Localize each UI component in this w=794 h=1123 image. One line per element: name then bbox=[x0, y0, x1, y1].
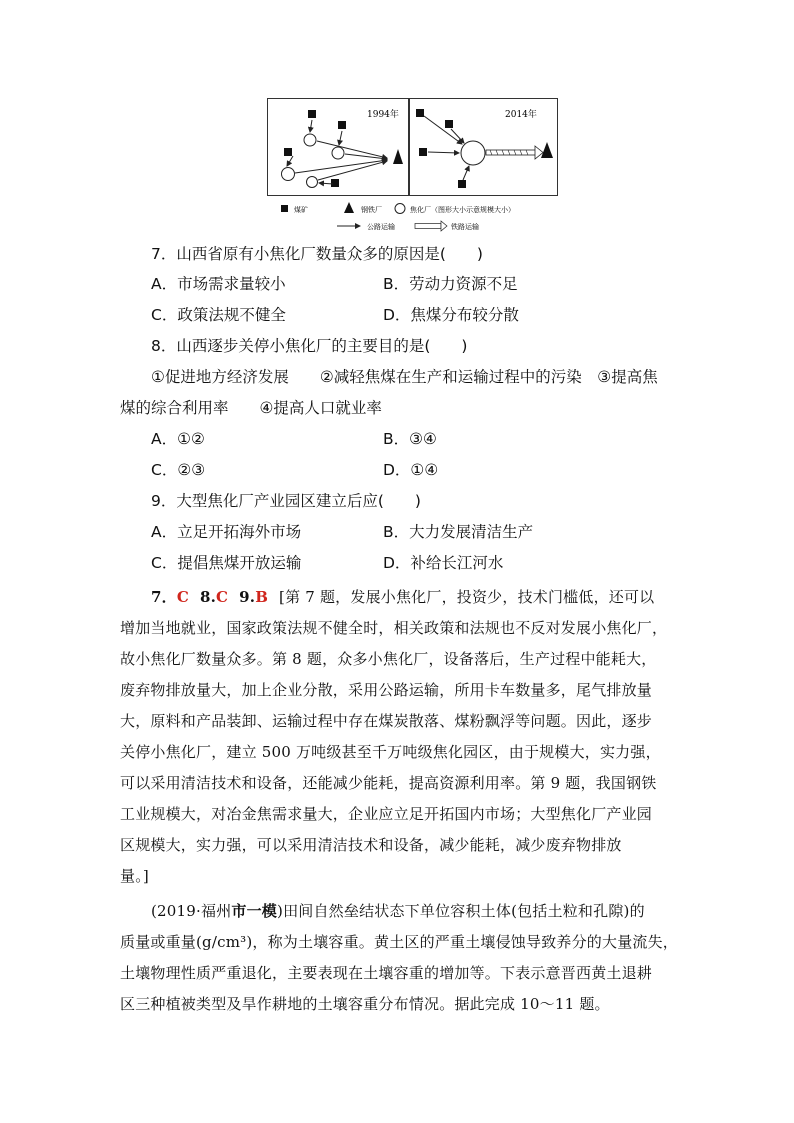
coking-industry-map-figure bbox=[267, 98, 559, 244]
answer-explanation-line: 大，原料和产品装卸、运输过程中存在煤炭散落、煤粉飘浮等问题。因此，逐步 bbox=[120, 712, 653, 730]
rail-arrow-icon bbox=[415, 224, 441, 229]
question-9-option-c: C．提倡焦煤开放运输 bbox=[151, 554, 302, 572]
passage-line: 土壤物理性质严重退化，主要表现在土壤容重的增加等。下表示意晋西黄土退耕 bbox=[120, 964, 653, 982]
rail-transport-line bbox=[486, 150, 536, 155]
panel-1994-diagram bbox=[282, 110, 404, 188]
question-9-option-d: D．补给长江河水 bbox=[383, 554, 504, 572]
question-9-stem: 9．大型焦化厂产业园区建立后应( ) bbox=[151, 492, 421, 510]
answer-8-letter: C bbox=[216, 588, 229, 606]
legend-rail-transport: 铁路运输 bbox=[451, 223, 479, 231]
answer-7-letter: C bbox=[176, 588, 189, 606]
passage-source-exam: 市一模 bbox=[231, 902, 278, 920]
answer-9-letter: B bbox=[255, 588, 269, 606]
passage-line: 区三种植被类型及旱作耕地的土壤容重分布情况。据此完成 10～11 题。 bbox=[120, 995, 610, 1013]
question-7-option-b: B．劳动力资源不足 bbox=[383, 275, 518, 293]
question-9-option-a: A．立足开拓海外市场 bbox=[151, 523, 302, 541]
panel-2014-title: 2014年 bbox=[505, 110, 537, 120]
coal-mine-icon bbox=[416, 109, 424, 117]
coal-mine-icon bbox=[458, 180, 466, 188]
figure-legend bbox=[281, 202, 515, 231]
answer-explanation-line: 废弃物排放量大，加上企业分散，采用公路运输，所用卡车数量多，尾气排放量 bbox=[120, 681, 653, 699]
coal-mine-icon bbox=[281, 205, 288, 212]
coking-plant-icon bbox=[304, 134, 316, 146]
question-8-option-d: D．①④ bbox=[383, 461, 439, 479]
answer-explanation-line: 可以采用清洁技术和设备，还能减少能耗，提高资源利用率。第 9 题，我国钢铁 bbox=[120, 774, 657, 792]
passage-line: 质量或重量(g/cm³)，称为土壤容重。黄土区的严重土壤侵蚀导致养分的大量流失， bbox=[120, 933, 679, 951]
answer-explanation-line: 关停小焦化厂，建立 500 万吨级甚至千万吨级焦化园区，由于规模大，实力强， bbox=[120, 743, 661, 761]
coal-mine-icon bbox=[445, 120, 453, 128]
coal-mine-icon bbox=[338, 121, 346, 129]
answer-explanation-line: 量。] bbox=[120, 867, 149, 885]
question-8-option-a: A．①② bbox=[151, 430, 205, 448]
answer-explanation-line: 工业规模大，对冶金焦需求量大，企业应立足开拓国内市场；大型焦化厂产业园 bbox=[120, 805, 653, 823]
legend-steel-plant: 钢铁厂 bbox=[361, 206, 382, 214]
steel-plant-icon bbox=[393, 149, 403, 164]
answer-explanation-line: 增加当地就业，国家政策法规不健全时，相关政策和法规也不反对发展小焦化厂， bbox=[120, 619, 668, 637]
answer-explanation-line: 故小焦化厂数量众多。第 8 题，众多小焦化厂，设备落后，生产过程中能耗大， bbox=[120, 650, 657, 668]
legend-coal-mine: 煤矿 bbox=[294, 206, 308, 214]
answer-7-number: 7． bbox=[151, 588, 177, 606]
passage-text: )田间自然垒结状态下单位容积土体(包括土粒和孔隙)的 bbox=[277, 902, 645, 920]
coal-mine-icon bbox=[331, 179, 339, 187]
question-8-option-c: C．②③ bbox=[151, 461, 206, 479]
coking-plant-icon bbox=[332, 147, 344, 159]
coal-mine-icon bbox=[284, 148, 292, 156]
answer-explanation-line: 区规模大，实力强，可以采用清洁技术和设备，减少能耗，减少废弃物排放 bbox=[120, 836, 622, 854]
answer-first-line bbox=[151, 587, 654, 607]
question-8-stem: 8．山西逐步关停小焦化厂的主要目的是( ) bbox=[151, 337, 468, 355]
question-8-items-line-2: 煤的综合利用率 ④提高人口就业率 bbox=[120, 399, 382, 417]
question-7-option-a: A．市场需求量较小 bbox=[151, 275, 286, 293]
answer-explanation-line: [第 7 题，发展小焦化厂，投资少，技术门槛低，还可以 bbox=[279, 588, 655, 606]
coal-mine-icon bbox=[419, 148, 427, 156]
panel-1994-title: 1994年 bbox=[367, 110, 399, 120]
panel-2014-diagram bbox=[416, 109, 553, 188]
steel-plant-icon bbox=[541, 142, 553, 158]
question-7-stem: 7．山西省原有小焦化厂数量众多的原因是( ) bbox=[151, 245, 483, 263]
coking-plant-icon bbox=[395, 204, 405, 214]
question-7-option-c: C．政策法规不健全 bbox=[151, 306, 286, 324]
coking-plant-icon bbox=[307, 177, 318, 188]
legend-coking-plant: 焦化厂（图形大小示意规模大小） bbox=[410, 206, 515, 214]
coking-plant-icon bbox=[282, 168, 295, 181]
answer-8-number: 8. bbox=[199, 588, 217, 606]
passage-source-prefix: (2019·福州 bbox=[151, 902, 232, 920]
legend-road-transport: 公路运输 bbox=[367, 223, 395, 231]
question-9-option-b: B．大力发展清洁生产 bbox=[383, 523, 534, 541]
question-7-option-d: D．焦煤分布较分散 bbox=[383, 306, 519, 324]
question-8-option-b: B．③④ bbox=[383, 430, 437, 448]
answer-9-number: 9. bbox=[239, 588, 256, 606]
question-8-items-line-1: ①促进地方经济发展 ②减轻焦煤在生产和运输过程中的污染 ③提高焦 bbox=[151, 368, 658, 386]
passage-first-line bbox=[151, 901, 645, 921]
coking-plant-icon bbox=[461, 141, 485, 165]
steel-plant-icon bbox=[344, 202, 354, 213]
coal-mine-icon bbox=[308, 110, 316, 118]
